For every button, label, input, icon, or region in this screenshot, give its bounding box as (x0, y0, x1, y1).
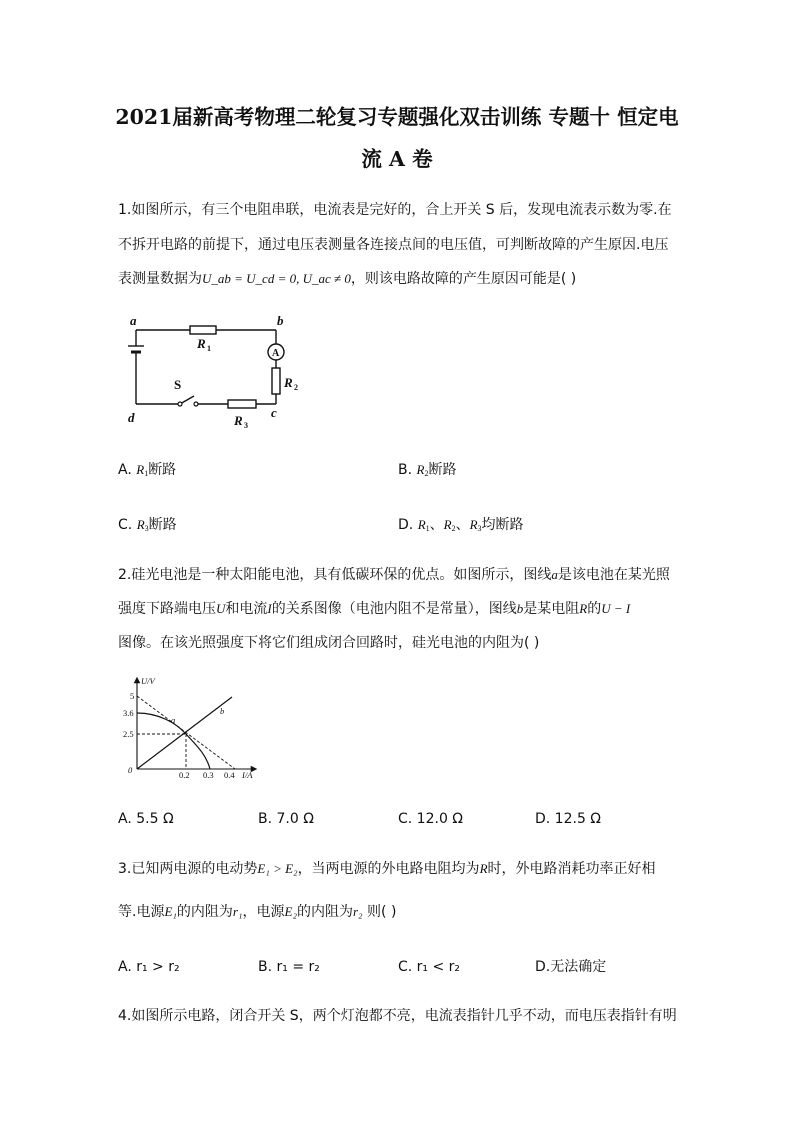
svg-text:2: 2 (294, 383, 298, 392)
q2-text-line-3: 图像。在该光照强度下将它们组成闭合回路时，硅光电池的内阻为( ) (118, 635, 540, 651)
line-b-label: b (220, 706, 225, 716)
q1-option-c[interactable]: C. $R_3$断路 (118, 517, 177, 533)
q2-option-b[interactable]: B. 7.0 Ω (258, 811, 314, 827)
resistor-r1 (190, 326, 216, 334)
q2-option-c[interactable]: C. 12.0 Ω (398, 811, 463, 827)
node-d-label: d (128, 410, 135, 425)
node-a-label: a (130, 313, 137, 328)
q1-text-line-2: 不拆开电路的前提下，通过电压表测量各连接点间的电压值，可判断故障的产生原因.电压 (118, 237, 669, 253)
switch-label: S (174, 377, 182, 392)
q2-option-d[interactable]: D. 12.5 Ω (535, 811, 602, 827)
x-tick-0-3: 0.3 (203, 770, 214, 780)
r1-label: R (197, 336, 206, 351)
q3-option-c[interactable]: C. r₁ < r₂ (398, 959, 461, 975)
y-tick-2-5: 2.5 (123, 729, 134, 739)
y-tick-3-6: 3.6 (123, 708, 134, 718)
u-axis-label: U/V (141, 676, 155, 686)
q4-text-line-1: 4.如图所示电路，闭合开关 S，两个灯泡都不亮，电流表指针几乎不动，而电压表指针有明 (118, 1008, 677, 1024)
q2-text-line-1: 2.硅光电池是一种太阳能电池，具有低碳环保的优点。如图所示，图线a是该电池在某光照 (118, 567, 670, 583)
x-tick-0-4: 0.4 (224, 770, 235, 780)
curve-a-label: a (171, 715, 176, 725)
q1-circuit-diagram (118, 310, 318, 435)
resistor-r2 (272, 368, 280, 394)
q2-ui-graph (114, 672, 264, 784)
battery-icon (128, 346, 144, 352)
ammeter-label: A (272, 348, 280, 359)
svg-text:3: 3 (244, 421, 248, 430)
q3-option-d[interactable]: D.无法确定 (535, 959, 607, 975)
svg-text:1: 1 (207, 344, 211, 353)
node-b-label: b (277, 313, 284, 328)
origin-label: 0 (128, 765, 133, 775)
q2-option-a[interactable]: A. 5.5 Ω (118, 811, 174, 827)
document-title-line-1: 2021届新高考物理二轮复习专题强化双击训练 专题十 恒定电 (115, 105, 679, 129)
q1-text-line-3: 表测量数据为U_ab = U_cd = 0, U_ac ≠ 0，则该电路故障的产生原因可能是( ) (118, 271, 577, 287)
q1-formula: U_ab = U_cd = 0, U_ac ≠ 0 (202, 271, 351, 286)
resistor-r3 (228, 400, 256, 408)
q1-option-b[interactable]: B. $R_2$断路 (398, 462, 457, 478)
q1-option-a[interactable]: A. $R_1$断路 (118, 462, 177, 478)
document-title-line-2: 流 A 卷 (361, 147, 433, 171)
x-tick-0-2: 0.2 (179, 770, 190, 780)
y-tick-5: 5 (130, 691, 135, 701)
q3-option-a[interactable]: A. r₁ > r₂ (118, 959, 180, 975)
q3-text-line-1: 3.已知两电源的电动势E₁ > E₂，当两电源的外电路电阻均为R时，外电路消耗功率正好相 (118, 861, 656, 877)
q1-option-d[interactable]: D. $R_1$、$R_2$、$R_3$均断路 (398, 517, 524, 533)
q3-option-b[interactable]: B. r₁ = r₂ (258, 959, 320, 975)
q3-text-line-2: 等.电源E₁的内阻为r₁，电源E₂的内阻为r₂ 则( ) (118, 904, 397, 920)
q1-text-line-1: 1.如图所示，有三个电阻串联，电流表是完好的，合上开关 S 后，发现电流表示数为零.在 (118, 202, 672, 218)
r3-label: R (234, 413, 243, 428)
r2-label: R (284, 375, 293, 390)
i-axis-label: I/A (242, 770, 253, 780)
q2-text-line-2: 强度下路端电压U和电流I的关系图像（电池内阻不是常量），图线b是某电阻R的U − I (118, 601, 631, 617)
node-c-label: c (271, 405, 277, 420)
